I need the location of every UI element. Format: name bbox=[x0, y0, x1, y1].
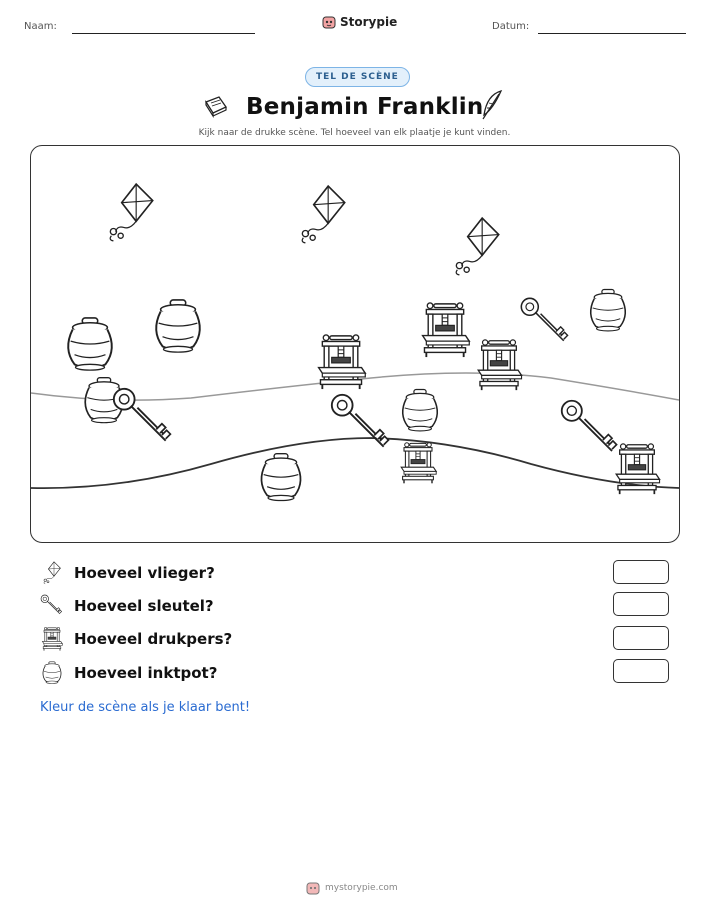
printing-press-icon[interactable] bbox=[319, 335, 366, 389]
ink-pot-icon[interactable] bbox=[68, 318, 112, 370]
answer-box-pot[interactable] bbox=[613, 659, 669, 683]
key-icon[interactable] bbox=[114, 389, 171, 441]
counting-scene bbox=[30, 145, 680, 543]
ink-pot-icon[interactable] bbox=[591, 290, 626, 331]
question-row-press bbox=[40, 627, 232, 651]
brand-name: Storypie bbox=[340, 15, 398, 29]
question-row-kite bbox=[40, 561, 215, 585]
date-label: Datum: bbox=[492, 21, 530, 32]
question-row-pot bbox=[40, 661, 217, 685]
name-label: Naam: bbox=[24, 21, 57, 32]
date-field[interactable] bbox=[538, 33, 686, 34]
question-pot: Hoeveel inktpot? bbox=[74, 664, 218, 682]
footer bbox=[306, 881, 398, 895]
storypie-logo-icon bbox=[306, 881, 320, 895]
key-icon bbox=[40, 594, 64, 618]
ink-pot-icon[interactable] bbox=[403, 390, 438, 431]
book-icon bbox=[203, 94, 229, 118]
question-press: Hoeveel drukpers? bbox=[74, 630, 233, 648]
printing-press-icon[interactable] bbox=[423, 303, 470, 357]
footer-site[interactable]: mystorypie.com bbox=[325, 883, 398, 893]
kite-icon[interactable] bbox=[302, 186, 344, 243]
question-row-key bbox=[40, 594, 214, 618]
coloring-note: Kleur de scène als je klaar bent! bbox=[40, 700, 251, 715]
kite-icon bbox=[40, 561, 64, 585]
question-key: Hoeveel sleutel? bbox=[74, 597, 214, 615]
quill-icon bbox=[479, 89, 505, 121]
brand bbox=[322, 15, 397, 29]
kite-icon[interactable] bbox=[110, 184, 152, 241]
answer-box-press[interactable] bbox=[613, 626, 669, 650]
page-title: Benjamin Franklin bbox=[246, 94, 484, 120]
front-hill-line bbox=[31, 438, 679, 488]
scene-drawing bbox=[31, 146, 679, 542]
storypie-logo-icon bbox=[322, 15, 336, 29]
activity-badge: TEL DE SCÈNE bbox=[305, 67, 410, 87]
ink-pot-icon bbox=[40, 661, 64, 685]
kite-icon[interactable] bbox=[456, 218, 498, 275]
ink-pot-icon[interactable] bbox=[261, 454, 300, 501]
key-icon[interactable] bbox=[521, 298, 567, 340]
printing-press-icon[interactable] bbox=[616, 444, 659, 494]
name-field[interactable] bbox=[72, 33, 255, 34]
instructions: Kijk naar de drukke scène. Tel hoeveel van elk plaatje je kunt vinden. bbox=[198, 128, 511, 138]
ink-pot-icon[interactable] bbox=[156, 300, 200, 352]
printing-press-icon[interactable] bbox=[401, 443, 436, 484]
printing-press-icon[interactable] bbox=[478, 340, 521, 390]
answer-box-key[interactable] bbox=[613, 592, 669, 616]
key-icon[interactable] bbox=[562, 401, 617, 451]
question-kite: Hoeveel vlieger? bbox=[74, 564, 215, 582]
answer-box-kite[interactable] bbox=[613, 560, 669, 584]
printing-press-icon bbox=[40, 627, 64, 651]
